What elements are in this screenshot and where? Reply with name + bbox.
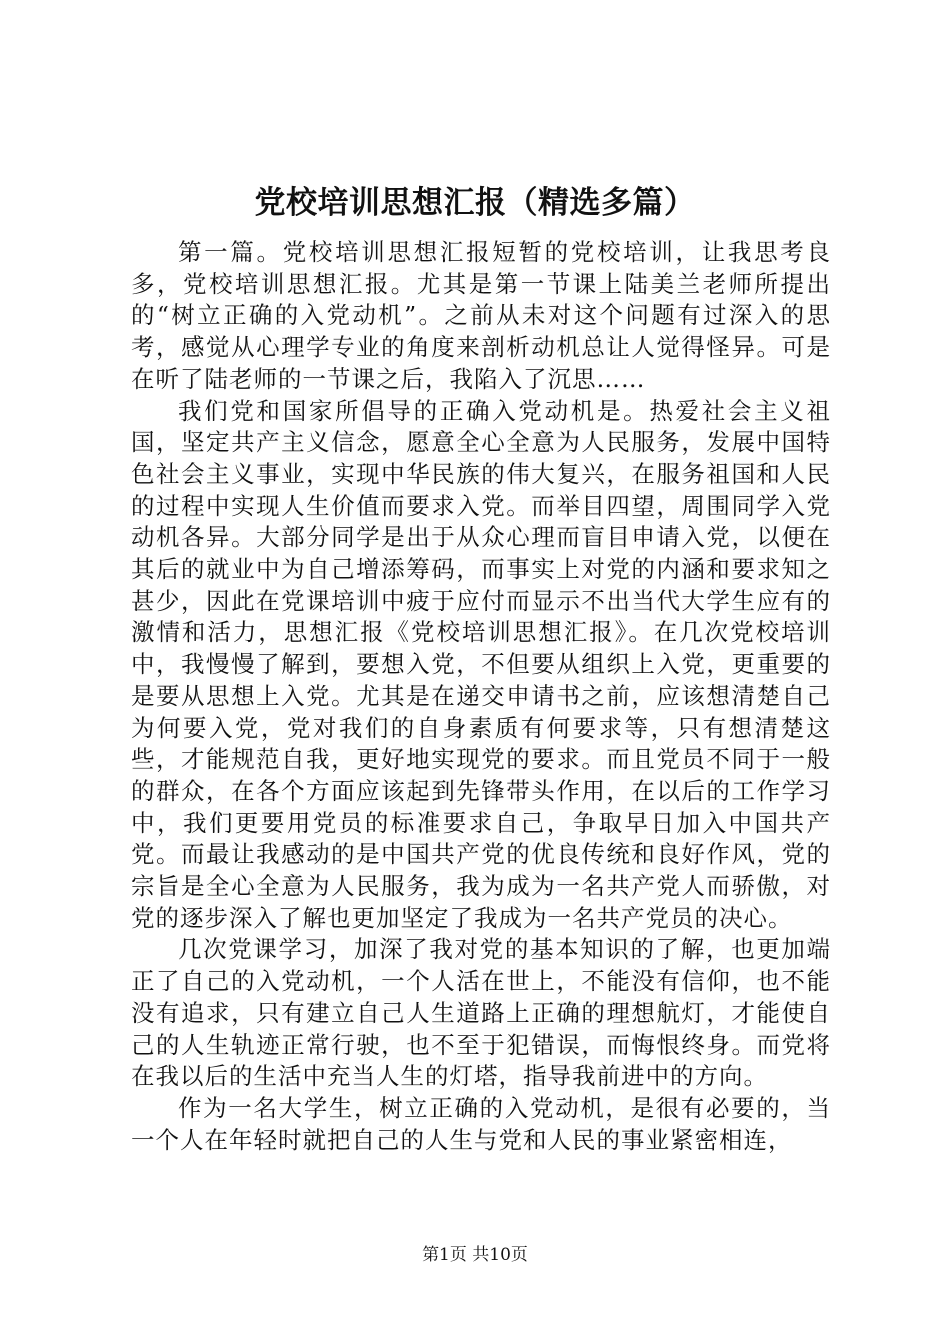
paragraph-3: 几次党课学习，加深了我对党的基本知识的了解，也更加端正了自己的入党动机，一个人活在世上，不能没有信仰，也不能没有追求，只有建立自己人生道路上正确的理想航灯，才能使自己的人生轨迹正常行驶，也不至于犯错误，而悔恨终身。而党将在我以后的生活中充当人生的灯塔，指导我前进中的方向。 (131, 935, 831, 1091)
paragraph-2: 我们党和国家所倡导的正确入党动机是。热爱社会主义祖国，坚定共产主义信念，愿意全心全意为人民服务，发展中国特色社会主义事业，实现中华民族的伟大复兴，在服务祖国和人民的过程中实现人生价值而要求入党。而举目四望，周围同学入党动机各异。大部分同学是出于从众心理而盲目申请入党，以便在其后的就业中为自己增添筹码，而事实上对党的内涵和要求知之甚少，因此在党课培训中疲于应付而显示不出当代大学生应有的激情和活力，思想汇报《党校培训思想汇报》。在几次党校培训中，我慢慢了解到，要想入党，不但要从组织上入党，更重要的是要从思想上入党。尤其是在递交申请书之前，应该想清楚自己为何要入党，党对我们的自身素质有何要求等，只有想清楚这些，才能规范自我，更好地实现党的要求。而且党员不同于一般的群众，在各个方面应该起到先锋带头作用，在以后的工作学习中，我们更要用党员的标准要求自己，争取早日加入中国共产党。而最让我感动的是中国共产党的优良传统和良好作风，党的宗旨是全心全意为人民服务，我为成为一名共产党人而骄傲，对党的逐步深入了解也更加坚定了我成为一名共产党员的决心。 (131, 396, 831, 932)
paragraph-4: 作为一名大学生，树立正确的入党动机，是很有必要的，当一个人在年轻时就把自己的人生与党和人民的事业紧密相连， (131, 1093, 831, 1154)
page-number: 第1页 (422, 1245, 467, 1265)
document-title: 党校培训思想汇报（精选多篇） (254, 185, 696, 221)
page-footer (0, 1244, 950, 1266)
paragraph-1: 第一篇。党校培训思想汇报短暂的党校培训，让我思考良多，党校培训思想汇报。尤其是第一节课上陆美兰老师所提出的“树立正确的入党动机”。之前从未对这个问题有过深入的思考，感觉从心理学专业的角度来剖析动机总让人觉得怪异。可是在听了陆老师的一节课之后，我陷入了沉思…… (131, 238, 831, 393)
page-total: 共10页 (472, 1245, 528, 1265)
document-body (131, 237, 831, 1156)
